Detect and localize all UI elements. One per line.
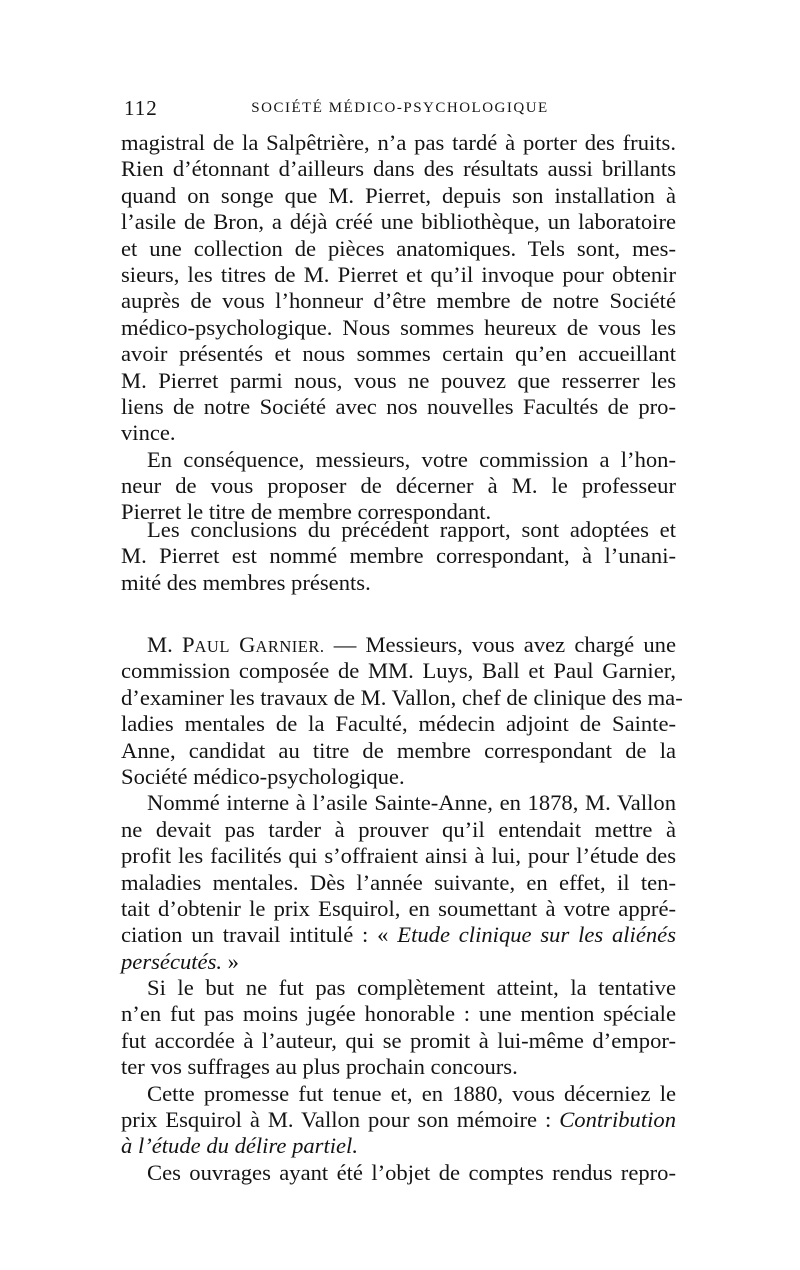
text-line: ne devait pas tarder à prouver qu’il entendait mettre à xyxy=(121,816,676,842)
text-line: médico-psychologique. Nous sommes heureux de vous les xyxy=(121,314,676,340)
speech-opening: — Messieurs, vous avez chargé une xyxy=(324,632,676,657)
paragraph xyxy=(121,632,683,790)
running-title: SOCIÉTÉ MÉDICO-PSYCHOLOGIQUE xyxy=(251,100,549,116)
text-line xyxy=(121,1107,676,1133)
text-line xyxy=(121,949,676,975)
text-line: vince. xyxy=(121,420,176,446)
paragraph xyxy=(121,975,676,1081)
text-line: n’en fut pas moins jugée honorable : une mention spéciale xyxy=(121,1001,676,1027)
text-line: d’examiner les travaux de M. Vallon, chef de clinique des ma- xyxy=(121,684,683,710)
text-line: Société médico-psychologique. xyxy=(121,763,405,789)
text-line: Si le but ne fut pas complètement atteint, la tentative xyxy=(147,975,676,1001)
text-line: ladies mentales de la Faculté, médecin adjoint de Sainte- xyxy=(121,711,676,737)
text-line: auprès de vous l’honneur d’être membre de notre Société xyxy=(121,288,676,314)
text-line: avoir présentés et nous sommes certain qu’en accueillant xyxy=(121,341,676,367)
paragraph xyxy=(121,790,676,975)
text-line: Cette promesse fut tenue et, en 1880, vous décerniez le xyxy=(147,1080,676,1106)
text-line: Ces ouvrages ayant été l’objet de comptes rendus repro- xyxy=(147,1159,676,1185)
text-line: sieurs, les titres de M. Pierret et qu’il invoque pour obtenir xyxy=(121,261,676,287)
text-run: » xyxy=(222,948,239,974)
speaker-first-initial: P xyxy=(181,632,195,657)
text-line: fut accordée à l’auteur, qui se promit à lui-même d’empor- xyxy=(121,1027,676,1053)
text-line: Anne, candidat au titre de membre correspondant de la xyxy=(121,737,676,763)
pierret-report-conclusion xyxy=(121,130,676,526)
work-title: à l’étude du délire partiel. xyxy=(121,1133,358,1159)
text-line: l’asile de Bron, a déjà créé une bibliothèque, un laboratoire xyxy=(121,209,676,235)
text-line: ter vos suffrages au plus prochain concours. xyxy=(121,1054,518,1080)
text-line: commission composée de MM. Luys, Ball et Paul Garnier, xyxy=(121,658,676,684)
text-line: M. Pierret parmi nous, vous ne pouvez que resserrer les xyxy=(121,367,676,393)
work-title: Contribution xyxy=(559,1107,676,1133)
text-run: prix Esquirol à M. Vallon pour son mémoire : xyxy=(121,1107,560,1133)
text-line: et une collection de pièces anatomiques. Tels sont, mes- xyxy=(121,235,676,261)
paragraph xyxy=(121,1160,676,1186)
speaker-first-rest: AUL xyxy=(194,637,230,656)
text-line: maladies mentales. Dès l’année suivante, en effet, il ten- xyxy=(121,869,676,895)
work-title: Etude clinique sur les aliénés xyxy=(397,922,676,948)
paragraph xyxy=(121,447,676,526)
text-line: En conséquence, messieurs, votre commission a l’hon- xyxy=(147,446,676,472)
text-line: neur de vous proposer de décerner à M. le professeur xyxy=(121,473,676,499)
paragraph xyxy=(121,130,676,447)
text-run: ciation un travail intitulé : « xyxy=(121,922,398,948)
text-line: Les conclusions du précédent rapport, sont adoptées et xyxy=(147,517,676,542)
speaker-last-initial: G xyxy=(239,632,256,657)
text-line: Nommé interne à l’asile Sainte-Anne, en 1878, M. Vallon xyxy=(147,790,676,816)
text-line xyxy=(121,922,676,948)
text-line: magistral de la Salpêtrière, n’a pas tardé à porter des fruits. xyxy=(121,130,676,155)
garnier-report xyxy=(121,632,683,1186)
text-line: tait d’obtenir le prix Esquirol, en soumettant à votre appré- xyxy=(121,895,676,921)
text-line: profit les facilités qui s’offraient ainsi à lui, pour l’étude des xyxy=(121,843,676,869)
work-title: persécutés. xyxy=(121,948,223,974)
text-line: liens de notre Société avec nos nouvelles Facultés de pro- xyxy=(121,393,676,419)
adoption-note xyxy=(121,517,676,596)
speaker-last-rest: ARNIER. xyxy=(255,637,325,656)
text-line: quand on songe que M. Pierret, depuis son installation à xyxy=(121,182,676,208)
text-line: Pierret le titre de membre correspondant. xyxy=(121,499,492,525)
paragraph xyxy=(121,517,676,596)
text-line xyxy=(121,1133,676,1159)
page-header xyxy=(124,96,676,120)
text-line: mité des membres présents. xyxy=(121,569,371,595)
page-number: 112 xyxy=(124,96,158,120)
text-line: Rien d’étonnant d’ailleurs dans des résultats aussi brillants xyxy=(121,156,676,182)
speaker-prefix: M. xyxy=(147,632,173,657)
text-line: M. Pierret est nommé membre correspondant, à l’unani- xyxy=(121,543,676,569)
paragraph xyxy=(121,1081,676,1160)
text-line xyxy=(121,632,676,658)
